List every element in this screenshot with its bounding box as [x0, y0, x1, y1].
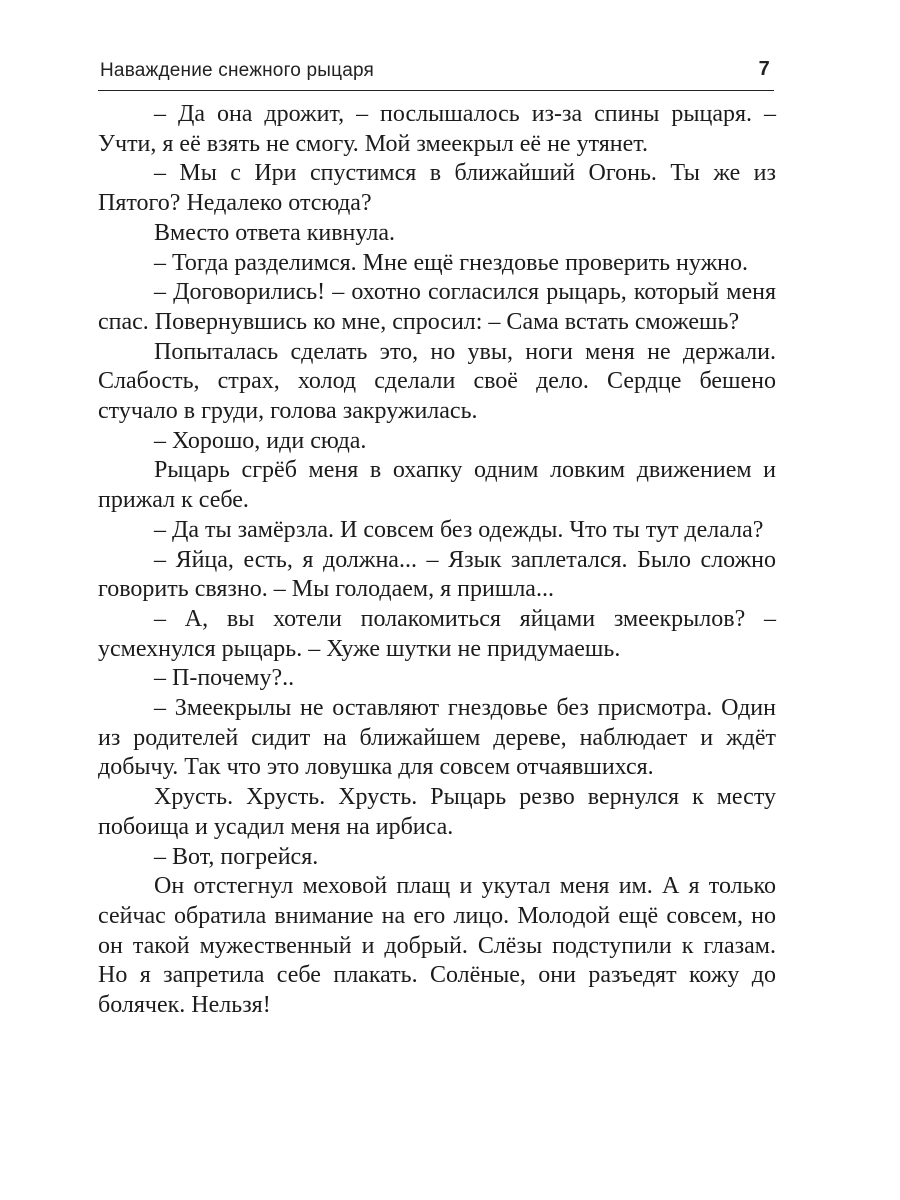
paragraph: Хрусть. Хрусть. Хрусть. Рыцарь резво вернулся к месту побоища и усадил меня на ирбиса. [98, 784, 776, 840]
paragraph: – П-почему?.. [154, 665, 295, 692]
page-number: 7 [758, 58, 770, 80]
running-header [98, 56, 774, 91]
paragraph: – Змеекрылы не оставляют гнездовье без присмотра. Один из родителей сидит на ближайшем дереве, наблюдает и ждёт добычу. Так что это ловушка для совсем отчаявшихся. [98, 695, 776, 781]
paragraph: Вместо ответа кивнула. [154, 219, 395, 246]
paragraph: – Яйца, есть, я должна... – Язык заплетался. Было сложно говорить связно. – Мы голодаем, я пришла... [98, 546, 776, 603]
paragraph: – А, вы хотели полакомиться яйцами змеекрылов? – усмехнулся рыцарь. – Хуже шутки не придумаешь. [98, 605, 776, 662]
running-title: Наваждение снежного рыцаря [100, 60, 375, 81]
body-text [98, 100, 776, 1021]
paragraph: – Хорошо, иди сюда. [154, 427, 367, 454]
paragraph: Он отстегнул меховой плащ и укутал меня им. А я только сейчас обратила внимание на его лицо. Молодой ещё совсем, но он такой мужественный и добрый. Слёзы подступили к глазам. Но я запретила себе плакать. Солёные, они разъедят кожу до болячек. Нельзя! [98, 873, 776, 1019]
paragraph: – Договорились! – охотно согласился рыцарь, который меня спас. Повернувшись ко мне, спросил: – Сама встать сможешь? [98, 279, 776, 335]
paragraph: – Да она дрожит, – послышалось из-за спины рыцаря. – Учти, я её взять не смогу. Мой змеекрыл её не утянет. [98, 101, 776, 157]
paragraph: Рыцарь сгрёб меня в охапку одним ловким движением и прижал к себе. [98, 457, 776, 514]
paragraph: – Мы с Ири спустимся в ближайший Огонь. Ты же из Пятого? Недалеко отсюда? [98, 160, 776, 217]
paragraph: – Вот, погрейся. [154, 843, 319, 870]
paragraph: – Тогда разделимся. Мне ещё гнездовье проверить нужно. [154, 249, 748, 276]
paragraph: – Да ты замёрзла. И совсем без одежды. Что ты тут делала? [154, 516, 764, 543]
paragraph: Попыталась сделать это, но увы, ноги меня не держали. Слабость, страх, холод сделали своё дело. Сердце бешено стучало в груди, голова закружилась. [98, 338, 776, 425]
